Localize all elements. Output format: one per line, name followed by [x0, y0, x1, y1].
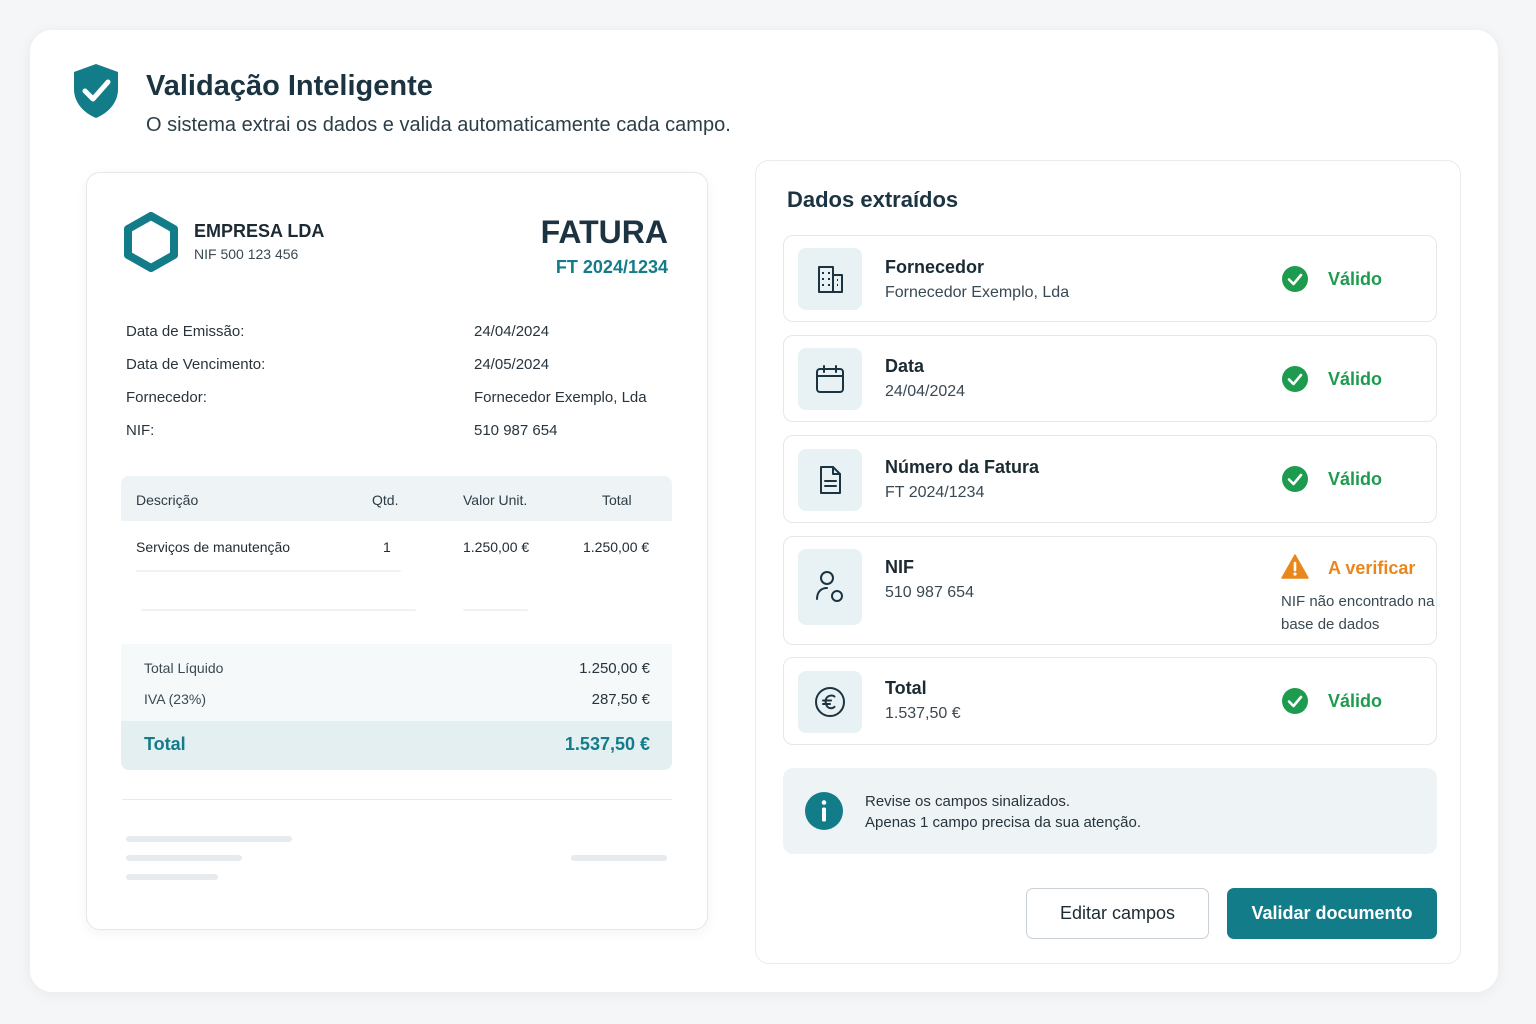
euro-icon	[798, 671, 862, 733]
row-total: 1.250,00 €	[583, 539, 650, 555]
meta-value-emission: 24/04/2024	[474, 323, 550, 340]
row-separator	[136, 570, 401, 572]
meta-label-emission: Data de Emissão:	[126, 323, 245, 340]
field-value: 510 987 654	[885, 584, 974, 601]
meta-value-due: 24/05/2024	[474, 356, 550, 373]
field-value: 24/04/2024	[885, 383, 966, 400]
status-badge: Válido	[1328, 369, 1383, 389]
table-body	[121, 521, 672, 644]
check-circle-icon	[1281, 687, 1309, 715]
net-total-label: Total Líquido	[144, 660, 224, 676]
status-badge: Válido	[1328, 469, 1383, 489]
field-card-invoice-number[interactable]	[783, 435, 1437, 523]
info-line-1: Revise os campos sinalizados.	[865, 793, 1071, 810]
grand-total-value: 1.537,50 €	[564, 734, 650, 754]
check-circle-icon	[1281, 365, 1309, 393]
hexagon-logo-icon	[124, 212, 178, 272]
page-subtitle: O sistema extrai os dados e valida automaticamente cada campo.	[146, 114, 731, 136]
row-unit-price: 1.250,00 €	[463, 539, 530, 555]
invoice-divider	[122, 799, 672, 800]
field-card-supplier[interactable]	[783, 235, 1437, 322]
field-label: Total	[885, 678, 927, 698]
status-badge: Válido	[1328, 691, 1383, 711]
net-total-value: 1.250,00 €	[579, 660, 650, 677]
empty-row-placeholder	[141, 609, 416, 611]
meta-value-nif: 510 987 654	[474, 422, 558, 439]
info-icon	[804, 791, 844, 831]
building-icon	[798, 248, 862, 310]
meta-label-due: Data de Vencimento:	[126, 356, 266, 373]
col-description: Descrição	[136, 492, 199, 508]
shield-check-icon	[70, 62, 122, 120]
info-banner	[783, 768, 1437, 854]
meta-value-supplier: Fornecedor Exemplo, Lda	[474, 389, 647, 406]
field-value: FT 2024/1234	[885, 484, 985, 501]
status-badge: A verificar	[1328, 558, 1416, 578]
meta-label-supplier: Fornecedor:	[126, 389, 207, 406]
row-description: Serviços de manutenção	[136, 539, 291, 555]
text-placeholder	[126, 855, 242, 861]
field-label: Número da Fatura	[885, 457, 1040, 477]
invoice-number: FT 2024/1234	[555, 257, 668, 277]
col-unit-price: Valor Unit.	[463, 492, 528, 508]
field-card-nif[interactable]	[783, 536, 1437, 645]
text-placeholder	[571, 855, 667, 861]
field-card-date[interactable]	[783, 335, 1437, 422]
document-icon	[798, 449, 862, 511]
invoice-doc-type: FATURA	[540, 214, 668, 250]
validate-document-button[interactable]: Validar documento	[1227, 888, 1437, 939]
field-label: NIF	[885, 557, 914, 577]
user-icon	[798, 549, 862, 625]
company-nif: NIF 500 123 456	[194, 246, 299, 262]
row-quantity: 1	[383, 539, 391, 555]
text-placeholder	[126, 874, 218, 880]
company-name: EMPRESA LDA	[194, 221, 325, 241]
field-value: 1.537,50 €	[885, 705, 961, 722]
field-label: Fornecedor	[885, 257, 985, 277]
field-label: Data	[885, 356, 925, 376]
vat-value: 287,50 €	[591, 691, 650, 708]
field-card-total[interactable]	[783, 657, 1437, 745]
col-total: Total	[602, 492, 632, 508]
field-value: Fornecedor Exemplo, Lda	[885, 284, 1070, 301]
vat-label: IVA (23%)	[144, 691, 206, 707]
info-line-2: Apenas 1 campo precisa da sua atenção.	[865, 814, 1142, 831]
status-badge: Válido	[1328, 269, 1383, 289]
check-circle-icon	[1281, 265, 1309, 293]
meta-label-nif: NIF:	[126, 422, 155, 439]
calendar-icon	[798, 348, 862, 410]
invoice-items-table	[121, 476, 672, 770]
grand-total-row	[121, 721, 672, 770]
status-note: NIF não encontrado na base de dados	[1281, 593, 1435, 633]
table-header	[121, 476, 672, 521]
text-placeholder	[126, 836, 292, 842]
empty-row-placeholder	[463, 609, 528, 611]
check-circle-icon	[1281, 465, 1309, 493]
col-quantity: Qtd.	[372, 492, 399, 508]
grand-total-label: Total	[144, 734, 186, 754]
edit-fields-button[interactable]: Editar campos	[1026, 888, 1209, 939]
warning-icon	[1281, 553, 1309, 581]
panel-title: Dados extraídos	[787, 187, 959, 212]
page-title: Validação Inteligente	[146, 70, 433, 102]
